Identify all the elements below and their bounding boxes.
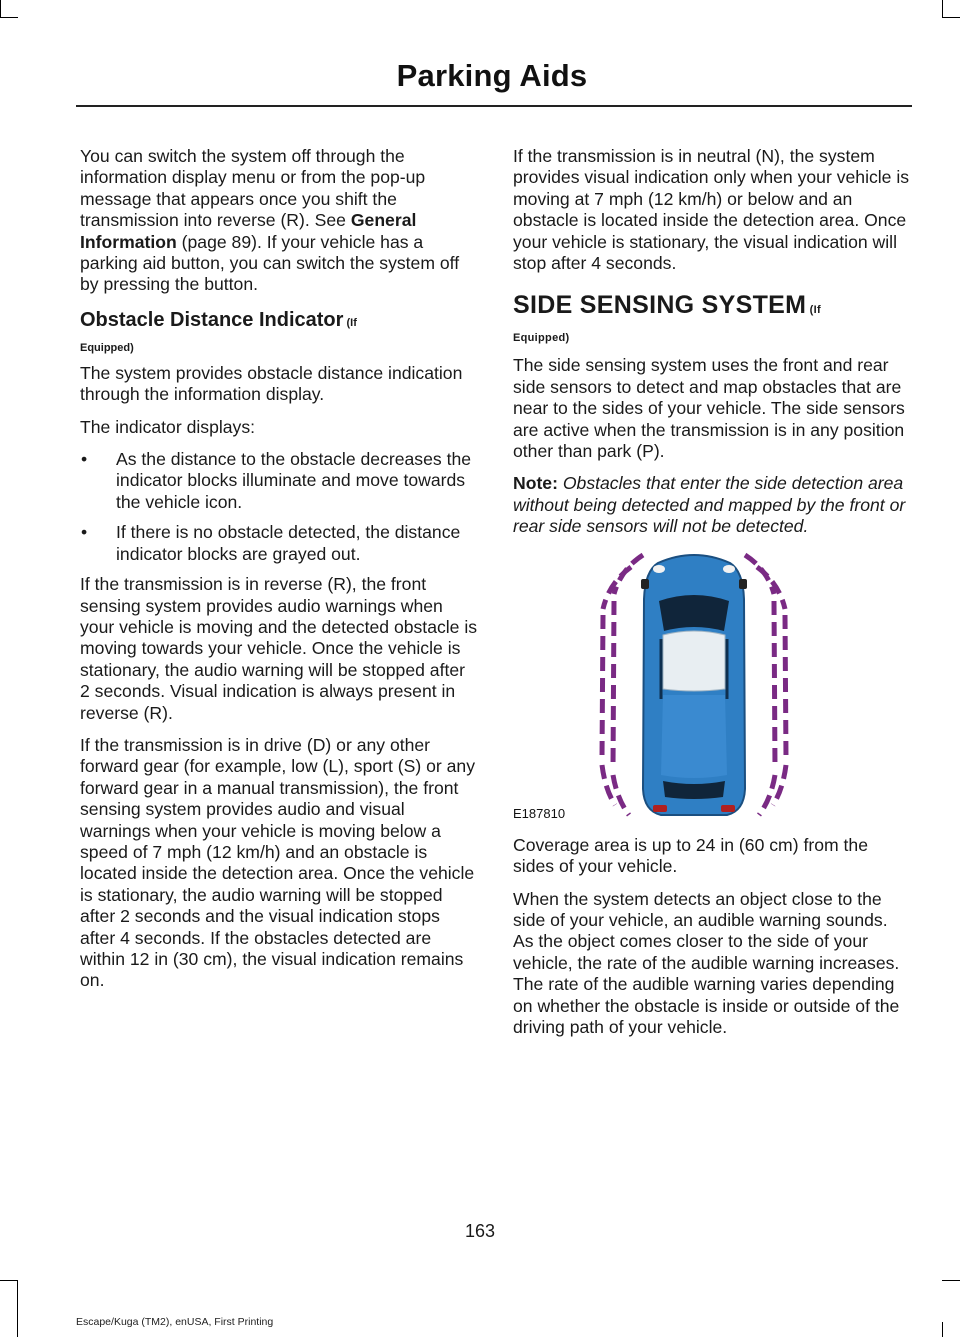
paragraph: If the transmission is in drive (D) or any other forward gear (for example, low (L), sport (S) or any forward gear in a manual transmission), the front sensing system provides audio and visual warnings when your vehicle is moving below a speed of 7 mph (12 km/h) and an obstacle is located inside the detection area. Once the vehicle is stationary, the audio warning will be stopped after 2 seconds and the visual indication stops after 4 seconds. If the obstacles detected are within 12 in (30 cm), the visual indication remains on.	[80, 734, 476, 991]
left-column	[80, 146, 478, 1003]
paragraph: The indicator displays:	[80, 416, 256, 437]
list-item-text: If there is no obstacle detected, the distance indicator blocks are grayed out.	[116, 522, 461, 564]
intro-paragraph	[80, 146, 478, 296]
crop-mark	[942, 1280, 960, 1281]
footer-text: Escape/Kuga (TM2), enUSA, First Printing	[76, 1316, 274, 1328]
paragraph: If the transmission is in neutral (N), the system provides visual indication only when your vehicle is moving at 7 mph (12 km/h) or below and an obstacle is located inside the detection area. Once your vehicle is stationary, the visual indication will stop after 4 seconds.	[513, 146, 910, 274]
note-label: Note:	[513, 473, 558, 494]
side-sensing-figure	[513, 549, 911, 821]
heading-qualifier: (If	[343, 316, 357, 329]
page-number: 163	[464, 1221, 496, 1241]
figure-id: E187810	[513, 805, 566, 821]
paragraph: The side sensing system uses the front and rear side sensors to detect and map obstacles that are near to the sides of your vehicle. The side sensors are active when the transmission is in any position other than park (P).	[513, 355, 905, 462]
indicator-list	[80, 449, 478, 565]
bullet: •	[81, 522, 88, 543]
section-heading-side-sensing	[513, 290, 911, 345]
paragraph: If the transmission is in reverse (R), the front sensing system provides audio warnings when your vehicle is moving and the detected obstacle is moving towards your vehicle. Once the vehicle is stationary, the audio warning will be stopped after 2 seconds. Visual indication is always present in reverse (R).	[80, 574, 478, 723]
paragraph: When the system detects an object close to the side of your vehicle, an audible warning sounds. As the object comes closer to the side of your vehicle, the rate of the audible warning increases. The rate of the audible warning varies depending on whether the obstacle is inside or outside of the driving path of your vehicle.	[513, 888, 900, 1037]
list-item-text: As the distance to the obstacle decreases the indicator blocks illuminate and move towards the vehicle icon.	[116, 449, 472, 512]
sensor-zone-left	[602, 555, 643, 815]
car-top-view-illustration	[513, 549, 911, 821]
crop-mark	[942, 1322, 943, 1337]
intro-text: You can switch the system off through the information display menu or from the pop-up message that appears once you shift the transmission into reverse (R). See	[80, 146, 426, 231]
crop-mark	[17, 1280, 18, 1337]
crop-mark	[942, 17, 960, 18]
crop-mark	[942, 0, 943, 18]
heading-qualifier-2: Equipped)	[80, 341, 134, 354]
sensor-zone-right	[745, 555, 786, 815]
heading-text: SIDE SENSING SYSTEM	[513, 291, 807, 320]
note-text: Obstacles that enter the side detection area without being detected and mapped by the front or rear side sensors will not be detected.	[513, 473, 906, 537]
note-paragraph	[513, 473, 911, 537]
heading-qualifier-2: Equipped)	[513, 332, 570, 345]
right-column	[513, 146, 911, 1049]
paragraph: The system provides obstacle distance indication through the information display.	[80, 362, 463, 405]
paragraph: Coverage area is up to 24 in (60 cm) from the sides of your vehicle.	[513, 834, 868, 877]
page-title: Parking Aids	[396, 58, 588, 93]
crop-mark	[0, 17, 18, 18]
intro-text-tail: (page 89). If your vehicle has a parking aid button, you can switch the system off by pressing the button.	[80, 231, 460, 295]
list-item	[80, 449, 478, 513]
crop-mark	[0, 0, 1, 18]
list-item	[80, 522, 478, 565]
heading-qualifier: (If	[806, 304, 821, 317]
heading-text: Obstacle Distance Indicator	[80, 308, 344, 331]
bullet: •	[81, 449, 88, 470]
header-divider	[76, 105, 912, 107]
car-icon	[641, 555, 747, 815]
crop-mark	[0, 1280, 18, 1281]
section-heading-obstacle-distance	[80, 308, 478, 355]
cross-reference-link[interactable]: General Information	[80, 210, 417, 252]
